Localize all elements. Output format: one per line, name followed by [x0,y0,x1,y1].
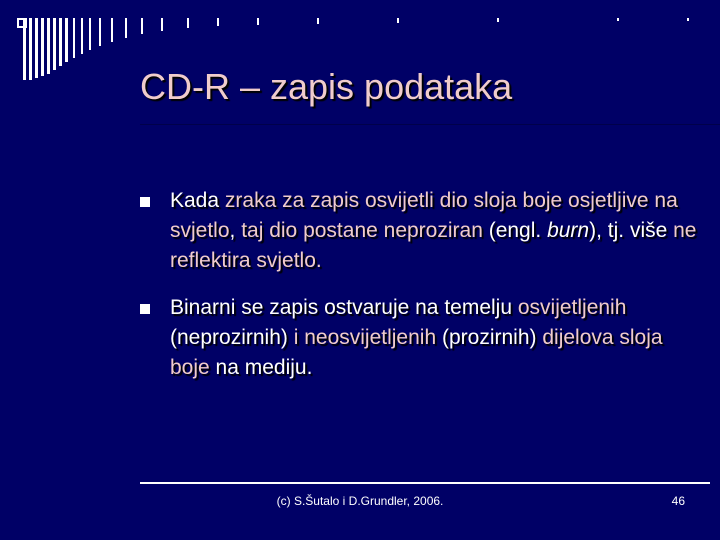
bullet-square-icon [140,197,150,207]
decorative-bar [125,18,127,38]
decorative-bar [217,18,219,26]
bullet-item-2 [140,293,700,383]
bullet-text: Binarni se zapis ostvaruje na temelju osvijetljenih (neprozirnih) i neosvijetljenih (prozirnih) dijelova sloja boje na mediju. [170,296,663,379]
title-divider [140,124,720,125]
decorative-bar [161,18,163,31]
decorative-bar [23,18,26,80]
decorative-bar [53,18,56,70]
decorative-bar [257,18,259,25]
decorative-bar [47,18,50,74]
page-number: 46 [671,494,685,508]
decorative-bar [89,18,91,50]
decorative-bar [29,18,32,80]
footer-divider [140,482,710,484]
decorative-bar [141,18,143,34]
slide-title: CD-R – zapis podataka [140,66,513,107]
decorative-bar [65,18,68,62]
decorative-bar [687,18,689,21]
decorative-bar [397,18,399,23]
footer-credit: (c) S.Šutalo i D.Grundler, 2006. [276,494,444,508]
bullet-list [140,186,700,400]
decorative-bar [59,18,62,66]
decorative-bar [617,18,619,21]
decorative-bar [35,18,38,78]
decorative-bar [317,18,319,24]
decorative-bar [81,18,83,54]
decorative-bar [111,18,113,42]
decorative-bar [41,18,44,76]
decorative-bar [99,18,101,46]
decorative-bar [497,18,499,22]
decorative-bar [187,18,189,28]
decorative-bar [73,18,75,58]
bullet-text: Kada zraka za zapis osvijetli dio sloja boje osjetljive na svjetlo, taj dio postane neproziran (engl. burn), tj. više ne reflektira svjetlo. [170,189,697,272]
bullet-square-icon [140,304,150,314]
bullet-item-1 [140,186,700,276]
